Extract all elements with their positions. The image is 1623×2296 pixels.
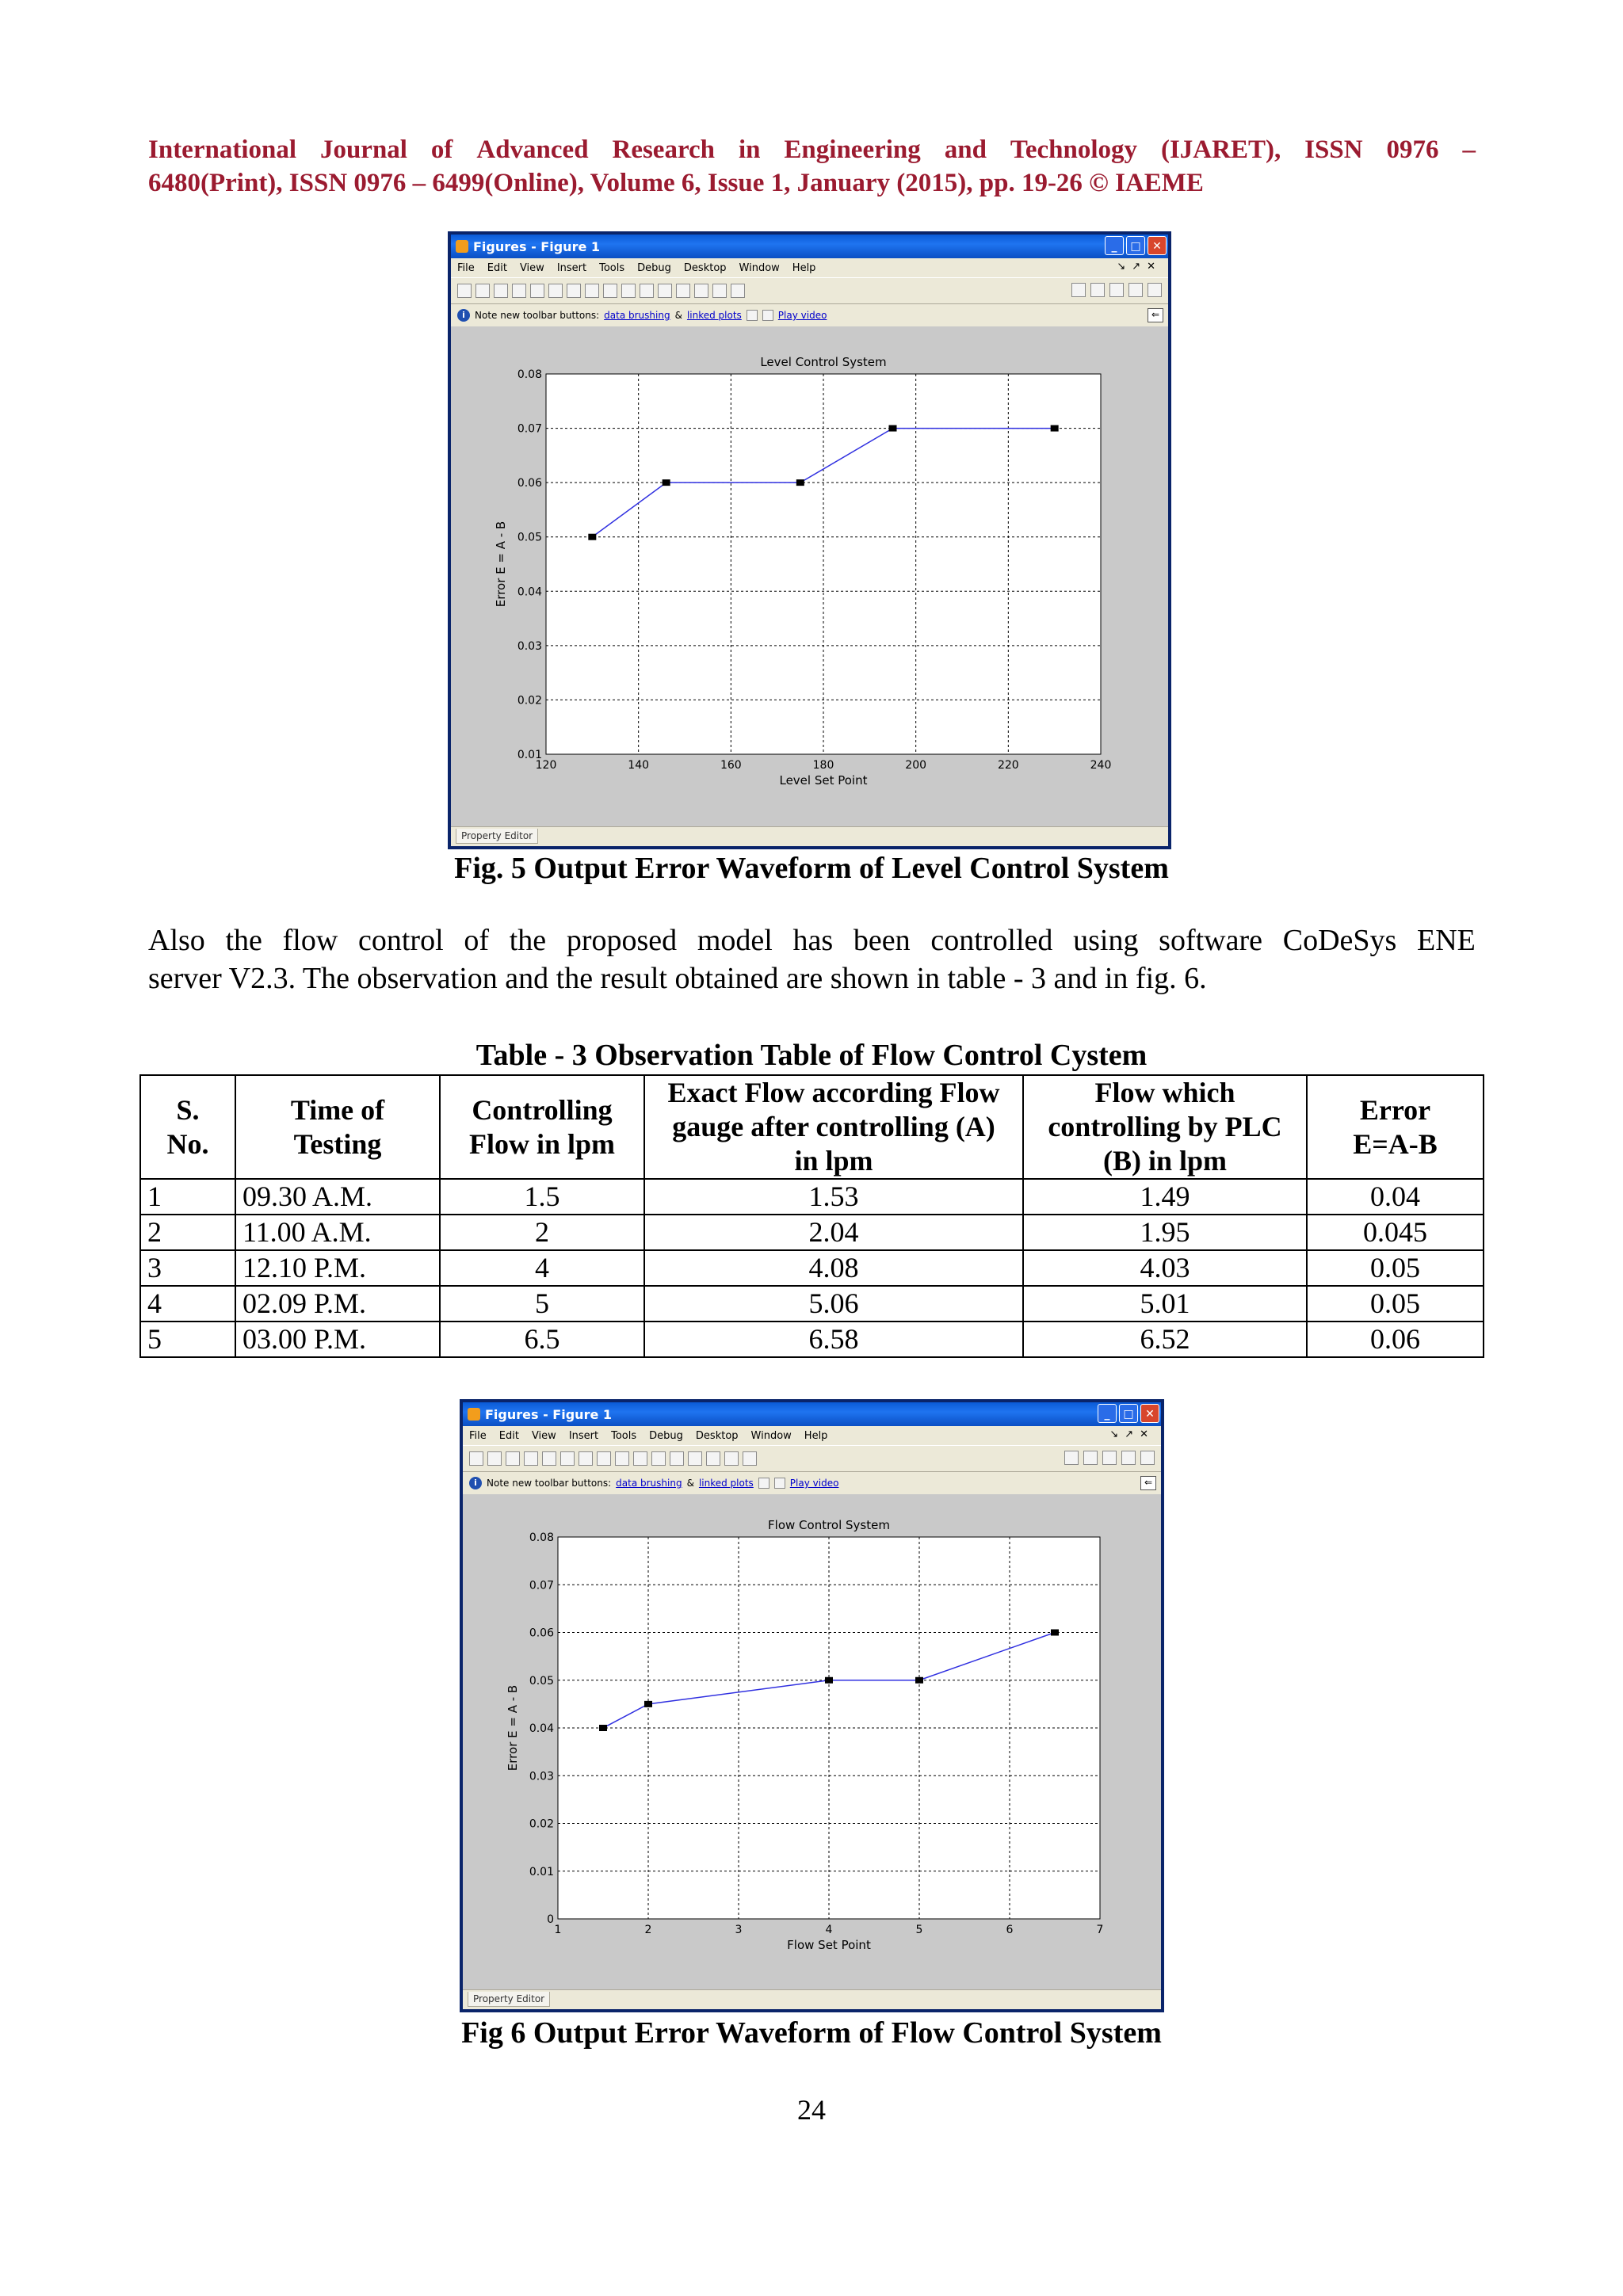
menu-dock-controls-icon[interactable]: ↘↗✕ bbox=[1117, 261, 1162, 273]
window-title: Figures - Figure 1 bbox=[473, 238, 601, 254]
table-row bbox=[140, 1179, 1484, 1215]
property-editor-tab[interactable]: Property Editor bbox=[456, 829, 538, 844]
header-time: Time of Testing bbox=[235, 1075, 440, 1179]
menu-edit[interactable]: Edit bbox=[487, 261, 507, 274]
paragraph-word: control bbox=[358, 924, 444, 957]
cell-controlling-flow: 1.5 bbox=[440, 1179, 644, 1215]
figure-canvas bbox=[451, 326, 1168, 827]
maximize-pane-icon[interactable] bbox=[1140, 1451, 1155, 1465]
play-video-link[interactable]: Play video bbox=[789, 1478, 839, 1489]
left-right-icon[interactable] bbox=[1083, 1451, 1098, 1465]
cell-sno: 3 bbox=[140, 1250, 235, 1286]
paragraph-word: the bbox=[509, 924, 547, 957]
x-tick-label: 220 bbox=[997, 759, 1019, 772]
header-word: 0976 bbox=[1386, 135, 1439, 164]
header-plc-flow: Flow which controlling by PLC (B) in lpm bbox=[1023, 1075, 1307, 1179]
zoom-in-icon[interactable] bbox=[548, 284, 563, 298]
menu-file[interactable]: File bbox=[469, 1429, 487, 1442]
maximize-icon[interactable]: □ bbox=[1126, 236, 1145, 255]
new-file-icon[interactable] bbox=[457, 284, 472, 298]
y-tick-label: 0.07 bbox=[517, 422, 542, 436]
y-tick-label: 0.06 bbox=[529, 1627, 554, 1640]
header-word: International bbox=[148, 135, 297, 164]
data-point bbox=[644, 1701, 652, 1707]
legend-icon[interactable] bbox=[694, 284, 708, 298]
y-tick-label: 0.04 bbox=[517, 585, 542, 599]
journal-header bbox=[148, 133, 1476, 200]
header-sno: S. No. bbox=[140, 1075, 235, 1179]
cell-error: 0.05 bbox=[1307, 1250, 1484, 1286]
table-header-row bbox=[140, 1075, 1484, 1179]
cell-plc-flow: 5.01 bbox=[1023, 1286, 1307, 1322]
header-word: in bbox=[738, 135, 761, 164]
cell-plc-flow: 6.52 bbox=[1023, 1322, 1307, 1357]
zoom-out-icon[interactable] bbox=[579, 1451, 593, 1466]
y-tick-label: 0.03 bbox=[517, 639, 542, 653]
y-tick-label: 0 bbox=[547, 1913, 554, 1926]
header-word: of bbox=[430, 135, 453, 164]
paragraph-word: software bbox=[1159, 924, 1263, 957]
new-file-icon[interactable] bbox=[469, 1451, 483, 1466]
close-icon[interactable]: ✕ bbox=[1148, 236, 1167, 255]
paragraph-word: the bbox=[225, 924, 262, 957]
table-row bbox=[140, 1322, 1484, 1357]
info-icon: i bbox=[457, 309, 470, 322]
x-axis-label: Flow Set Point bbox=[787, 1938, 871, 1952]
cell-controlling-flow: 6.5 bbox=[440, 1322, 644, 1357]
cell-sno: 1 bbox=[140, 1179, 235, 1215]
menu-insert[interactable]: Insert bbox=[568, 1429, 599, 1442]
pan-icon[interactable] bbox=[585, 284, 599, 298]
header-error: Error E=A-B bbox=[1307, 1075, 1484, 1179]
menu-bar bbox=[451, 258, 1168, 277]
maximize-pane-icon[interactable] bbox=[1148, 283, 1162, 297]
note-ampersand: & bbox=[686, 1478, 694, 1489]
figure-canvas bbox=[463, 1494, 1161, 1990]
menu-tools[interactable]: Tools bbox=[599, 261, 625, 274]
dock-arrow-icon[interactable]: ⇐ bbox=[1140, 1476, 1156, 1490]
data-point bbox=[599, 1725, 607, 1731]
tile-icon[interactable] bbox=[1064, 1451, 1079, 1465]
y-tick-label: 0.01 bbox=[517, 749, 542, 761]
header-word: Research bbox=[612, 135, 716, 164]
paragraph-word: ENE bbox=[1417, 924, 1476, 957]
brush-small-icon bbox=[758, 1478, 769, 1489]
window-titlebar bbox=[451, 235, 1168, 258]
float-icon[interactable] bbox=[1128, 283, 1143, 297]
figure-5-caption: Fig. 5 Output Error Waveform of Level Control System bbox=[454, 852, 1169, 885]
cell-time: 11.00 A.M. bbox=[235, 1215, 440, 1250]
y-tick-label: 0.08 bbox=[529, 1531, 554, 1544]
rotate-icon[interactable] bbox=[615, 1451, 629, 1466]
cell-plc-flow: 1.49 bbox=[1023, 1179, 1307, 1215]
maximize-icon[interactable]: □ bbox=[1119, 1404, 1138, 1423]
x-tick-label: 6 bbox=[1006, 1924, 1014, 1936]
rotate-icon[interactable] bbox=[603, 284, 617, 298]
save-icon[interactable] bbox=[494, 284, 508, 298]
observation-table bbox=[139, 1074, 1484, 1358]
cell-plc-flow: 1.95 bbox=[1023, 1215, 1307, 1250]
figure-6-caption: Fig 6 Output Error Waveform of Flow Control System bbox=[461, 2016, 1162, 2050]
x-tick-label: 240 bbox=[1090, 759, 1112, 772]
note-bar bbox=[463, 1472, 1161, 1494]
data-point bbox=[889, 425, 897, 432]
data-point bbox=[1051, 425, 1059, 432]
paragraph-word: model bbox=[697, 924, 773, 957]
header-line-2: 6480(Print), ISSN 0976 – 6499(Online), Volume 6, Issue 1, January (2015), pp. 19-26 © IAEME bbox=[148, 169, 1204, 197]
cell-time: 09.30 A.M. bbox=[235, 1179, 440, 1215]
page-number: 24 bbox=[797, 2094, 826, 2126]
minimize-icon[interactable]: _ bbox=[1098, 1404, 1117, 1423]
cell-sno: 5 bbox=[140, 1322, 235, 1357]
print-icon[interactable] bbox=[524, 1451, 538, 1466]
menu-dock-controls-icon[interactable]: ↘↗✕ bbox=[1109, 1428, 1155, 1440]
table-row bbox=[140, 1215, 1484, 1250]
hide-tools-icon[interactable] bbox=[712, 284, 727, 298]
link-icon[interactable] bbox=[670, 1451, 684, 1466]
close-icon[interactable]: ✕ bbox=[1140, 1404, 1159, 1423]
paragraph-line-1 bbox=[148, 921, 1476, 959]
body-paragraph bbox=[148, 921, 1476, 997]
x-tick-label: 160 bbox=[720, 759, 742, 772]
y-axis-label: Error E = A - B bbox=[494, 521, 508, 608]
x-tick-label: 3 bbox=[735, 1924, 743, 1936]
paragraph-word: been bbox=[853, 924, 911, 957]
header-word: and bbox=[944, 135, 987, 164]
header-word: – bbox=[1462, 135, 1476, 164]
paragraph-word: has bbox=[792, 924, 834, 957]
show-tools-icon[interactable] bbox=[731, 284, 745, 298]
x-tick-label: 5 bbox=[915, 1924, 923, 1936]
menu-help[interactable]: Help bbox=[804, 1429, 828, 1442]
float-icon[interactable] bbox=[1121, 1451, 1136, 1465]
data-point bbox=[915, 1677, 923, 1684]
y-tick-label: 0.02 bbox=[517, 694, 542, 707]
colorbar-icon[interactable] bbox=[676, 284, 690, 298]
figure-toolbar bbox=[451, 277, 1168, 304]
data-cursor-icon[interactable] bbox=[633, 1451, 647, 1466]
window-titlebar bbox=[463, 1402, 1161, 1426]
chart-title: Level Control System bbox=[760, 355, 887, 369]
property-editor-bar bbox=[463, 1989, 1161, 2009]
link-icon[interactable] bbox=[658, 284, 672, 298]
y-tick-label: 0.01 bbox=[529, 1865, 554, 1878]
x-tick-label: 120 bbox=[535, 759, 557, 772]
minimize-icon[interactable]: _ bbox=[1105, 236, 1124, 255]
note-text: Note new toolbar buttons: bbox=[487, 1478, 612, 1489]
cell-error: 0.06 bbox=[1307, 1322, 1484, 1357]
cell-sno: 4 bbox=[140, 1286, 235, 1322]
x-tick-label: 4 bbox=[825, 1924, 833, 1936]
data-cursor-icon[interactable] bbox=[621, 284, 636, 298]
x-tick-label: 140 bbox=[628, 759, 650, 772]
data-point bbox=[588, 534, 596, 540]
y-axis-label: Error E = A - B bbox=[506, 1684, 520, 1772]
menu-tools[interactable]: Tools bbox=[611, 1429, 637, 1442]
open-file-icon[interactable] bbox=[487, 1451, 502, 1466]
property-editor-tab[interactable]: Property Editor bbox=[468, 1992, 550, 2007]
cell-exact-flow: 6.58 bbox=[644, 1322, 1023, 1357]
figure-5-window bbox=[448, 231, 1171, 849]
pointer-icon[interactable] bbox=[530, 284, 544, 298]
matlab-logo-icon bbox=[468, 1408, 480, 1421]
matlab-logo-icon bbox=[456, 240, 468, 253]
data-point bbox=[1051, 1630, 1059, 1636]
cell-exact-flow: 5.06 bbox=[644, 1286, 1023, 1322]
top-bottom-icon[interactable] bbox=[1102, 1451, 1117, 1465]
menu-desktop[interactable]: Desktop bbox=[695, 1429, 739, 1442]
table-3-title: Table - 3 Observation Table of Flow Control Cystem bbox=[475, 1039, 1148, 1072]
left-right-icon[interactable] bbox=[1090, 283, 1105, 297]
linked-plots-link[interactable]: linked plots bbox=[698, 1478, 754, 1489]
y-tick-label: 0.05 bbox=[529, 1674, 554, 1688]
cell-exact-flow: 4.08 bbox=[644, 1250, 1023, 1286]
note-text: Note new toolbar buttons: bbox=[475, 310, 600, 321]
menu-bar bbox=[463, 1426, 1161, 1445]
y-tick-label: 0.04 bbox=[529, 1722, 554, 1735]
x-tick-label: 2 bbox=[644, 1924, 652, 1936]
header-line-1 bbox=[148, 133, 1476, 166]
menu-view[interactable]: View bbox=[531, 1429, 556, 1442]
y-tick-label: 0.08 bbox=[517, 368, 542, 381]
data-point bbox=[825, 1677, 833, 1684]
zoom-in-icon[interactable] bbox=[560, 1451, 575, 1466]
menu-debug[interactable]: Debug bbox=[637, 261, 671, 274]
data-brushing-link[interactable]: data brushing bbox=[604, 310, 670, 321]
menu-debug[interactable]: Debug bbox=[649, 1429, 683, 1442]
cell-controlling-flow: 5 bbox=[440, 1286, 644, 1322]
paragraph-word: of bbox=[464, 924, 489, 957]
y-tick-label: 0.02 bbox=[529, 1817, 554, 1831]
legend-icon[interactable] bbox=[706, 1451, 720, 1466]
paragraph-line-2: server V2.3. The observation and the result obtained are shown in table - 3 and in fig. 6. bbox=[148, 962, 1207, 995]
header-word: Advanced bbox=[476, 135, 589, 164]
show-tools-icon[interactable] bbox=[743, 1451, 757, 1466]
cell-time: 03.00 P.M. bbox=[235, 1322, 440, 1357]
play-video-link[interactable]: Play video bbox=[777, 310, 827, 321]
menu-edit[interactable]: Edit bbox=[498, 1429, 519, 1442]
cell-plc-flow: 4.03 bbox=[1023, 1250, 1307, 1286]
x-tick-label: 7 bbox=[1096, 1924, 1104, 1936]
y-tick-label: 0.06 bbox=[517, 477, 542, 490]
y-tick-label: 0.05 bbox=[517, 531, 542, 544]
paragraph-word: CoDeSys bbox=[1282, 924, 1397, 957]
y-tick-label: 0.07 bbox=[529, 1579, 554, 1592]
menu-file[interactable]: File bbox=[457, 261, 475, 274]
cell-error: 0.04 bbox=[1307, 1179, 1484, 1215]
hide-tools-icon[interactable] bbox=[724, 1451, 739, 1466]
header-word: Journal bbox=[319, 135, 407, 164]
cell-exact-flow: 1.53 bbox=[644, 1179, 1023, 1215]
data-point bbox=[796, 479, 804, 486]
figure-toolbar bbox=[463, 1445, 1161, 1472]
header-word: Engineering bbox=[784, 135, 921, 164]
brush-icon[interactable] bbox=[640, 284, 654, 298]
open-file-icon[interactable] bbox=[475, 284, 490, 298]
header-word: Technology bbox=[1010, 135, 1138, 164]
cell-error: 0.045 bbox=[1307, 1215, 1484, 1250]
menu-insert[interactable]: Insert bbox=[556, 261, 587, 274]
figure-6-window bbox=[460, 1399, 1164, 2012]
colorbar-icon[interactable] bbox=[688, 1451, 702, 1466]
zoom-out-icon[interactable] bbox=[567, 284, 581, 298]
cell-controlling-flow: 2 bbox=[440, 1215, 644, 1250]
data-point bbox=[663, 479, 670, 486]
top-bottom-icon[interactable] bbox=[1109, 283, 1124, 297]
menu-window[interactable]: Window bbox=[739, 261, 780, 274]
cell-exact-flow: 2.04 bbox=[644, 1215, 1023, 1250]
cell-controlling-flow: 4 bbox=[440, 1250, 644, 1286]
data-brushing-link[interactable]: data brushing bbox=[616, 1478, 682, 1489]
menu-help[interactable]: Help bbox=[792, 261, 816, 274]
brush-small-icon bbox=[747, 310, 758, 321]
linked-plots-link[interactable]: linked plots bbox=[686, 310, 742, 321]
cell-time: 12.10 P.M. bbox=[235, 1250, 440, 1286]
header-word: (IJARET), bbox=[1160, 135, 1281, 164]
cell-time: 02.09 P.M. bbox=[235, 1286, 440, 1322]
dock-arrow-icon[interactable]: ⇐ bbox=[1148, 308, 1163, 322]
x-tick-label: 1 bbox=[554, 1924, 562, 1936]
flow-control-chart bbox=[463, 1494, 1161, 1990]
paragraph-word: flow bbox=[282, 924, 338, 957]
y-tick-label: 0.03 bbox=[529, 1770, 554, 1783]
print-icon[interactable] bbox=[512, 284, 526, 298]
x-tick-label: 200 bbox=[905, 759, 927, 772]
header-exact-flow: Exact Flow according Flow gauge after controlling (A) in lpm bbox=[644, 1075, 1023, 1179]
property-editor-bar bbox=[451, 826, 1168, 846]
paragraph-word: Also bbox=[148, 924, 205, 957]
save-icon[interactable] bbox=[506, 1451, 520, 1466]
paragraph-word: proposed bbox=[566, 924, 678, 957]
link-small-icon bbox=[774, 1478, 785, 1489]
paragraph-word: using bbox=[1073, 924, 1139, 957]
note-bar bbox=[451, 304, 1168, 326]
window-title: Figures - Figure 1 bbox=[485, 1406, 613, 1422]
table-row bbox=[140, 1286, 1484, 1322]
menu-desktop[interactable]: Desktop bbox=[683, 261, 727, 274]
x-axis-label: Level Set Point bbox=[779, 773, 868, 788]
header-controlling-flow: Controlling Flow in lpm bbox=[440, 1075, 644, 1179]
table-row bbox=[140, 1250, 1484, 1286]
link-small-icon bbox=[762, 310, 773, 321]
level-control-chart bbox=[451, 326, 1168, 827]
cell-sno: 2 bbox=[140, 1215, 235, 1250]
pointer-icon[interactable] bbox=[542, 1451, 556, 1466]
paragraph-word: controlled bbox=[930, 924, 1053, 957]
x-tick-label: 180 bbox=[812, 759, 834, 772]
pan-icon[interactable] bbox=[597, 1451, 611, 1466]
cell-error: 0.05 bbox=[1307, 1286, 1484, 1322]
note-ampersand: & bbox=[674, 310, 682, 321]
menu-window[interactable]: Window bbox=[750, 1429, 792, 1442]
brush-icon[interactable] bbox=[651, 1451, 666, 1466]
info-icon: i bbox=[469, 1477, 482, 1489]
menu-view[interactable]: View bbox=[519, 261, 544, 274]
header-word: ISSN bbox=[1304, 135, 1363, 164]
tile-icon[interactable] bbox=[1071, 283, 1086, 297]
chart-title: Flow Control System bbox=[768, 1518, 890, 1532]
